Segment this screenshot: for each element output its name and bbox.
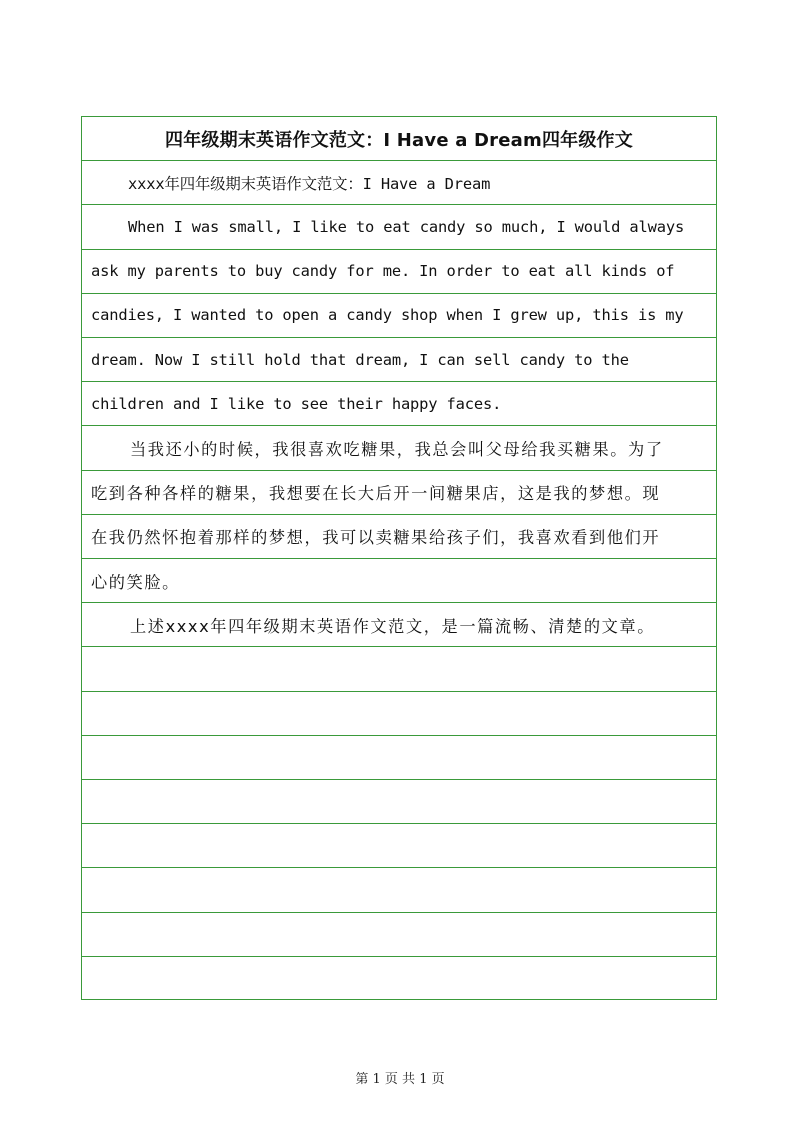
english-line-3: candies, I wanted to open a candy shop when I grew up, this is my [82,294,716,338]
blank-ruled-line [82,736,716,780]
blank-ruled-line [82,824,716,868]
blank-ruled-line [82,692,716,736]
essay-subtitle: xxxx年四年级期末英语作文范文：I Have a Dream [82,161,716,205]
blank-ruled-line [82,780,716,824]
page-number-footer: 第 1 页 共 1 页 [355,1072,445,1087]
english-line-4: dream. Now I still hold that dream, I can sell candy to the [82,338,716,382]
blank-ruled-line [82,957,716,1001]
summary-line: 上述xxxx年四年级期末英语作文范文，是一篇流畅、清楚的文章。 [82,603,716,647]
chinese-line-4: 心的笑脸。 [82,559,716,603]
ruled-essay-sheet [81,116,717,1000]
english-line-1: When I was small, I like to eat candy so much, I would always [82,205,716,249]
blank-ruled-line [82,647,716,691]
essay-title: 四年级期末英语作文范文：I Have a Dream四年级作文 [82,117,716,161]
blank-ruled-line [82,868,716,912]
english-line-2: ask my parents to buy candy for me. In order to eat all kinds of [82,250,716,294]
english-line-5: children and I like to see their happy faces. [82,382,716,426]
chinese-line-2: 吃到各种各样的糖果，我想要在长大后开一间糖果店，这是我的梦想。现 [82,471,716,515]
chinese-line-1: 当我还小的时候，我很喜欢吃糖果，我总会叫父母给我买糖果。为了 [82,426,716,470]
chinese-line-3: 在我仍然怀抱着那样的梦想，我可以卖糖果给孩子们，我喜欢看到他们开 [82,515,716,559]
blank-ruled-line [82,913,716,957]
